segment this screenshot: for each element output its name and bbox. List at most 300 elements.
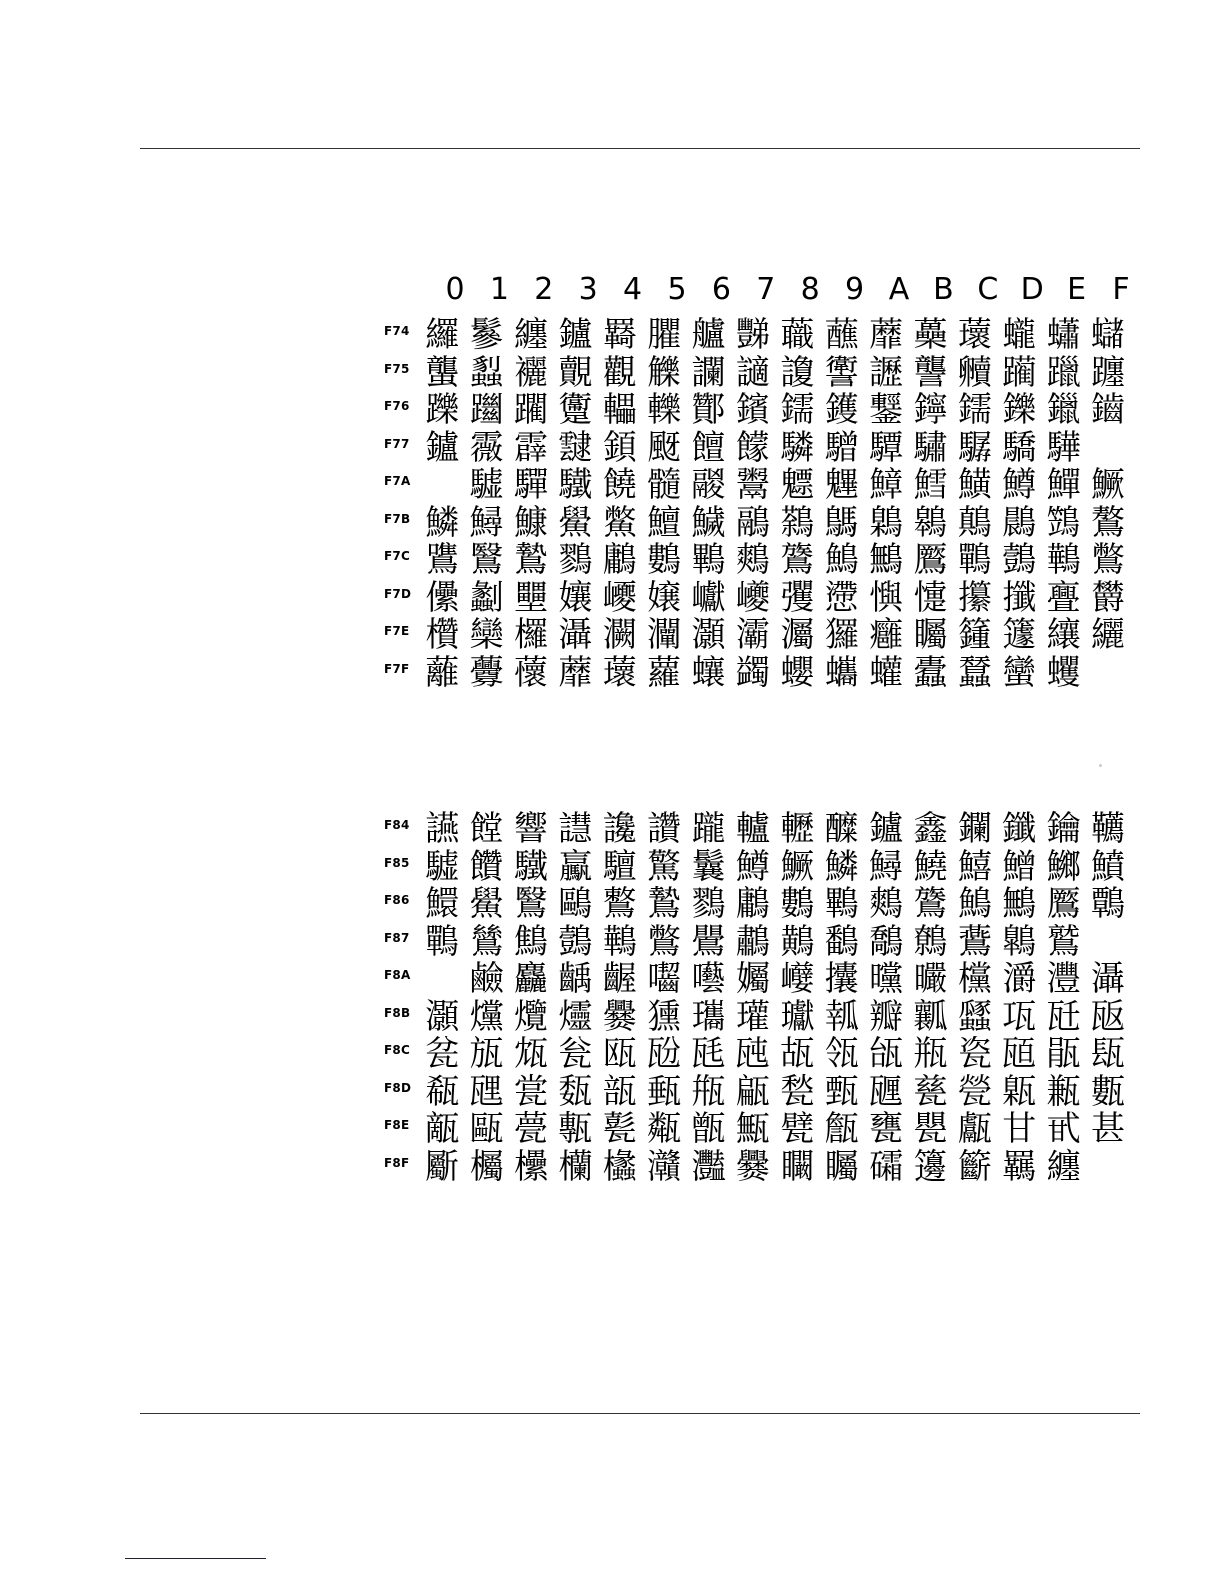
glyph-cell: 纏 <box>1046 1146 1081 1187</box>
row-code-label: F8C <box>384 1043 410 1057</box>
glyph-cell: 甔 <box>824 1109 859 1149</box>
row-glyphs <box>420 885 1130 923</box>
column-header-label: F <box>1112 272 1130 307</box>
glyph-cell: 瓳 <box>780 1034 815 1074</box>
glyph-cell: 鱝 <box>1091 846 1126 887</box>
glyph-cell: 欘 <box>469 1146 504 1187</box>
glyph-cell: 蘵 <box>780 315 815 355</box>
glyph-cell: 鷜 <box>780 884 815 924</box>
glyph-cell: 讕 <box>691 352 726 393</box>
row-code-label: F74 <box>384 324 410 338</box>
glyph-cell: 斸 <box>425 1146 460 1187</box>
glyph-cell: 驌 <box>913 427 948 468</box>
glyph-cell: 驉 <box>469 465 504 505</box>
glyph-cell: 瓯 <box>602 1034 637 1074</box>
glyph-cell: 鷩 <box>647 921 682 962</box>
glyph-cell: 灍 <box>602 615 637 655</box>
row-code-label: F7B <box>384 511 411 526</box>
glyph-cell: 瓼 <box>469 1071 504 1112</box>
glyph-cell: 驔 <box>869 427 904 468</box>
glyph-cell: 鑐 <box>957 390 992 430</box>
glyph-cell: 讂 <box>780 352 815 393</box>
row-glyphs <box>420 923 1130 961</box>
glyph-cell: 瓹 <box>1046 1034 1081 1074</box>
glyph-cell: 驖 <box>558 465 593 505</box>
glyph-cell: 鷨 <box>1046 540 1081 580</box>
glyph-cell: 髓 <box>647 465 682 505</box>
glyph-cell: 羈 <box>1002 1146 1037 1187</box>
glyph-cell: 驙 <box>602 846 637 887</box>
glyph-cell: 纏 <box>513 315 548 355</box>
glyph-cell: 讒 <box>602 809 637 849</box>
glyph-cell: 贕 <box>957 352 992 393</box>
glyph-cell: 鷋 <box>780 502 815 543</box>
column-header-label: B <box>933 272 954 307</box>
glyph-cell: 鷞 <box>735 540 770 580</box>
glyph-cell: 瓨 <box>1002 996 1037 1037</box>
column-header-label: 6 <box>711 272 731 307</box>
code-row <box>380 1073 1140 1111</box>
glyph-cell: 瓶 <box>913 1034 948 1074</box>
glyph-cell: 纙 <box>425 315 460 355</box>
glyph-cell: 灄 <box>1091 959 1126 999</box>
glyph-cell: 曮 <box>913 959 948 999</box>
glyph-cell: 瓪 <box>1091 996 1126 1037</box>
glyph-cell: 瓲 <box>735 1034 770 1074</box>
glyph-cell: 驊 <box>1046 427 1081 468</box>
row-code-label: F7D <box>384 586 412 601</box>
row-code-label: F7E <box>384 624 410 638</box>
glyph-cell: 欗 <box>558 1146 593 1187</box>
code-row <box>380 429 1140 467</box>
glyph-cell <box>420 960 464 998</box>
glyph-cell: 齲 <box>558 959 593 999</box>
row-glyphs <box>420 1073 1130 1111</box>
column-header-label: 3 <box>578 272 598 307</box>
glyph-cell: 蘼 <box>558 652 593 693</box>
glyph-cell: 瓸 <box>1002 1034 1037 1074</box>
glyph-cell: 鷝 <box>691 540 726 580</box>
glyph-cell: 饛 <box>735 427 770 468</box>
glyph-cell: 蠪 <box>425 352 460 393</box>
code-row <box>380 391 1140 429</box>
glyph-cell: 曭 <box>869 959 904 999</box>
glyph-cell: 鑐 <box>780 390 815 430</box>
glyph-cell: 鷥 <box>469 921 504 962</box>
glyph-cell: 鬷 <box>691 465 726 505</box>
glyph-cell: 轣 <box>780 809 815 849</box>
glyph-cell: 麤 <box>513 959 548 999</box>
code-row <box>380 579 1140 617</box>
glyph-cell: 鱈 <box>913 465 948 505</box>
glyph-cell: 魓 <box>824 465 859 505</box>
glyph-cell: 瓭 <box>513 1034 548 1074</box>
row-glyphs <box>420 998 1130 1036</box>
glyph-cell: 灝 <box>691 615 726 655</box>
glyph-cell: 甓 <box>780 1109 815 1149</box>
glyph-cell: 癰 <box>869 615 904 655</box>
glyph-cell: 鷧 <box>1002 540 1037 580</box>
glyph-cell: 甉 <box>1046 1071 1081 1112</box>
glyph-cell: 瓵 <box>869 1034 904 1074</box>
glyph-cell: 爧 <box>558 996 593 1037</box>
glyph-cell: 懥 <box>913 577 948 618</box>
row-glyphs <box>420 466 1130 504</box>
glyph-cell: 鱓 <box>1046 465 1081 505</box>
code-row <box>380 616 1140 654</box>
glyph-cell: 甏 <box>602 1109 637 1149</box>
glyph-cell: 灄 <box>558 615 593 655</box>
glyph-cell: 蠻 <box>1002 652 1037 693</box>
glyph-cell: 瓰 <box>647 1034 682 1074</box>
glyph-cell: 鷑 <box>1046 502 1081 543</box>
glyph-cell: 霹 <box>513 427 548 468</box>
glyph-cell: 驒 <box>513 465 548 505</box>
glyph-cell: 瓣 <box>869 996 904 1037</box>
glyph-cell: 驚 <box>647 846 682 887</box>
glyph-cell: 蘾 <box>602 652 637 693</box>
column-header-label: 0 <box>445 272 465 307</box>
code-row <box>380 466 1140 504</box>
glyph-cell: 籧 <box>1002 615 1037 655</box>
code-row <box>380 960 1140 998</box>
glyph-cell: 鱑 <box>957 465 992 505</box>
glyph-cell: 巕 <box>780 959 815 999</box>
glyph-cell: 瓘 <box>735 996 770 1037</box>
glyph-cell: 豒 <box>735 315 770 355</box>
glyph-cell: 鷗 <box>558 884 593 924</box>
glyph-cell: 鷖 <box>513 884 548 924</box>
glyph-cell: 驏 <box>957 427 992 468</box>
glyph-cell: 羇 <box>602 315 637 355</box>
glyph-cell: 鱇 <box>513 502 548 543</box>
glyph-cell: 懙 <box>869 577 904 618</box>
glyph-cell: 灩 <box>691 1146 726 1187</box>
column-header-label: 8 <box>800 272 820 307</box>
glyph-cell: 巎 <box>602 577 637 618</box>
row-code-label: F86 <box>384 893 410 907</box>
glyph-cell: 甚 <box>1091 1109 1126 1149</box>
glyph-cell: 鱞 <box>425 884 460 924</box>
glyph-cell: 虋 <box>469 652 504 693</box>
glyph-cell: 鱟 <box>558 502 593 543</box>
glyph-cell: 鷤 <box>957 540 992 580</box>
glyph-cell: 饄 <box>469 809 504 849</box>
glyph-cell: 鑊 <box>824 390 859 430</box>
glyph-cell: 蘸 <box>824 315 859 355</box>
glyph-cell: 蘹 <box>513 652 548 693</box>
glyph-cell: 鷌 <box>824 502 859 543</box>
glyph-cell: 瓽 <box>513 1071 548 1112</box>
glyph-cell: 灝 <box>425 996 460 1037</box>
row-glyphs <box>420 810 1130 848</box>
glyph-cell: 躒 <box>425 390 460 430</box>
glyph-cell: 鷜 <box>647 540 682 580</box>
column-header-label: 4 <box>623 272 643 307</box>
glyph-cell <box>1086 654 1130 692</box>
column-header-label: 7 <box>756 272 776 307</box>
glyph-cell: 鱥 <box>691 502 726 543</box>
glyph-cell: 讈 <box>869 352 904 393</box>
glyph-cell: 欓 <box>957 959 992 999</box>
glyph-cell: 瓫 <box>425 1034 460 1074</box>
glyph-cell: 孃 <box>558 577 593 618</box>
glyph-cell: 轢 <box>647 390 682 430</box>
glyph-cell: 欝 <box>1091 577 1126 618</box>
glyph-cell: 鷤 <box>425 921 460 962</box>
glyph-cell: 覿 <box>558 352 593 393</box>
glyph-cell: 鱉 <box>602 502 637 543</box>
row-glyphs <box>420 316 1130 354</box>
column-header-label: 9 <box>845 272 865 307</box>
glyph-cell: 鷚 <box>558 540 593 580</box>
glyph-cell: 鷊 <box>735 502 770 543</box>
glyph-cell <box>1086 429 1130 467</box>
row-glyphs <box>420 1148 1130 1186</box>
glyph-cell: 鷢 <box>1046 884 1081 924</box>
glyph-cell: 攥 <box>957 577 992 618</box>
glyph-cell: 酇 <box>691 390 726 430</box>
glyph-cell: 甈 <box>1002 1071 1037 1112</box>
glyph-cell: 鷭 <box>824 921 859 962</box>
glyph-cell: 韉 <box>1091 809 1126 849</box>
glyph-cell: 鱛 <box>1002 846 1037 887</box>
glyph-cell: 艫 <box>691 315 726 355</box>
glyph-cell: 鱣 <box>647 502 682 543</box>
glyph-cell: 鑯 <box>1002 809 1037 849</box>
code-row <box>380 504 1140 542</box>
glyph-cell: 蠲 <box>735 652 770 693</box>
glyph-cell: 鱘 <box>469 502 504 543</box>
header-rule <box>140 148 1140 149</box>
glyph-cell: 驉 <box>425 846 460 887</box>
glyph-cell: 鱆 <box>869 465 904 505</box>
code-row <box>380 848 1140 886</box>
glyph-cell: 瓬 <box>469 1034 504 1074</box>
glyph-cell: 矙 <box>780 1146 815 1187</box>
row-glyphs <box>420 541 1130 579</box>
glyph-cell: 饡 <box>469 846 504 887</box>
glyph-cell <box>420 466 464 504</box>
glyph-cell: 甂 <box>735 1071 770 1112</box>
glyph-cell: 欑 <box>425 615 460 655</box>
code-row <box>380 998 1140 1036</box>
glyph-cell: 鑏 <box>913 390 948 430</box>
column-header-label: 1 <box>489 272 509 307</box>
glyph-cell: 甎 <box>558 1109 593 1149</box>
glyph-cell: 攮 <box>824 959 859 999</box>
column-header-label: 2 <box>534 272 554 307</box>
row-code-label: F7F <box>384 661 410 676</box>
glyph-cell: 鷛 <box>602 540 637 580</box>
row-code-label: F7A <box>384 474 411 488</box>
row-code-label: F8B <box>384 1005 411 1020</box>
glyph-cell: 瓱 <box>691 1034 726 1074</box>
glyph-cell: 鷐 <box>1002 502 1037 543</box>
glyph-cell: 纚 <box>1091 615 1126 655</box>
glyph-cell: 鷝 <box>824 884 859 924</box>
glyph-cell: 譿 <box>558 809 593 849</box>
glyph-cell: 鷙 <box>647 884 682 924</box>
glyph-cell: 鱗 <box>824 846 859 887</box>
glyph-cell: 鑰 <box>1046 809 1081 849</box>
glyph-cell: 鷛 <box>735 884 770 924</box>
glyph-cell: 魒 <box>780 465 815 505</box>
glyph-cell: 蠳 <box>780 652 815 693</box>
glyph-cell: 襹 <box>513 352 548 393</box>
glyph-cell: 爦 <box>513 996 548 1037</box>
glyph-cell: 甄 <box>824 1071 859 1112</box>
glyph-cell: 鷢 <box>913 540 948 580</box>
glyph-cell: 籦 <box>957 615 992 655</box>
glyph-cell: 鱙 <box>913 846 948 887</box>
glyph-cell: 鷧 <box>558 921 593 962</box>
glyph-cell: 蠼 <box>1046 652 1081 693</box>
glyph-cell: 鷣 <box>1091 884 1126 924</box>
glyph-cell: 躔 <box>1091 352 1126 393</box>
glyph-cell: 囓 <box>647 959 682 999</box>
glyph-cell: 蠩 <box>1091 315 1126 355</box>
glyph-cell: 灃 <box>1046 959 1081 999</box>
glyph-cell: 矚 <box>913 615 948 655</box>
glyph-cell: 鱖 <box>1091 465 1126 505</box>
glyph-cell: 蘼 <box>869 315 904 355</box>
glyph-cell: 玀 <box>824 615 859 655</box>
glyph-cell: 鑭 <box>957 809 992 849</box>
code-block-f7 <box>380 316 1140 691</box>
glyph-cell: 甙 <box>1046 1109 1081 1149</box>
glyph-cell: 纕 <box>1046 615 1081 655</box>
glyph-cell: 鱒 <box>1002 465 1037 505</box>
row-code-label: F8A <box>384 968 411 982</box>
glyph-cell: 鑫 <box>913 809 948 849</box>
glyph-cell: 蘿 <box>647 652 682 693</box>
glyph-cell: 鷫 <box>735 921 770 962</box>
glyph-cell: 巘 <box>691 577 726 618</box>
glyph-cell: 齷 <box>602 959 637 999</box>
glyph-cell: 鑪 <box>869 809 904 849</box>
glyph-cell: 甍 <box>513 1109 548 1149</box>
glyph-cell: 甘 <box>1002 1109 1037 1149</box>
glyph-cell: 鷩 <box>1091 540 1126 580</box>
row-code-label: F87 <box>384 930 410 945</box>
code-row <box>380 316 1140 354</box>
glyph-cell: 臞 <box>647 315 682 355</box>
glyph-cell: 鱟 <box>469 884 504 924</box>
glyph-cell: 讁 <box>735 352 770 393</box>
glyph-cell: 爣 <box>469 996 504 1037</box>
glyph-cell: 鷬 <box>780 921 815 962</box>
row-glyphs <box>420 579 1130 617</box>
footnote-rule <box>125 1558 266 1559</box>
glyph-cell: 囈 <box>691 959 726 999</box>
glyph-cell: 鷏 <box>957 502 992 543</box>
glyph-cell: 甁 <box>691 1071 726 1112</box>
glyph-cell: 欚 <box>602 1146 637 1187</box>
row-code-label: F8D <box>384 1080 412 1095</box>
glyph-cell: 欙 <box>513 1146 548 1187</box>
glyph-cell: 饒 <box>602 465 637 505</box>
glyph-cell: 蠨 <box>1046 315 1081 355</box>
glyph-cell: 躖 <box>469 390 504 430</box>
column-header-label: 5 <box>667 272 687 307</box>
glyph-cell: 鬤 <box>691 846 726 887</box>
code-block-f8 <box>380 810 1140 1185</box>
glyph-cell: 驕 <box>1002 427 1037 468</box>
glyph-cell: 甋 <box>425 1109 460 1149</box>
column-header-label: C <box>977 272 999 307</box>
glyph-cell: 鹼 <box>469 959 504 999</box>
row-glyphs <box>420 616 1130 654</box>
code-row <box>380 1148 1140 1186</box>
glyph-cell: 鷨 <box>602 921 637 962</box>
row-code-label: F84 <box>384 818 410 832</box>
row-code-label: F77 <box>384 436 410 451</box>
glyph-cell: 鑡 <box>1091 390 1126 430</box>
glyph-cell: 蠵 <box>824 652 859 693</box>
glyph-cell: 蠺 <box>957 652 992 693</box>
footer-rule <box>140 1413 1140 1414</box>
glyph-cell: 嬢 <box>647 577 682 618</box>
glyph-cell: 驓 <box>824 427 859 468</box>
glyph-cell: 蠬 <box>1002 315 1037 355</box>
glyph-cell: 鷞 <box>869 884 904 924</box>
glyph-cell: 蠹 <box>913 652 948 693</box>
glyph-cell: 鷱 <box>1002 921 1037 962</box>
row-glyphs <box>420 429 1130 467</box>
glyph-cell: 灟 <box>780 615 815 655</box>
row-glyphs <box>420 1110 1130 1148</box>
code-row <box>380 885 1140 923</box>
glyph-cell: 瓩 <box>1046 996 1081 1037</box>
row-code-label: F8F <box>384 1155 410 1170</box>
glyph-cell: 籪 <box>957 1146 992 1187</box>
glyph-cell: 醾 <box>824 809 859 849</box>
glyph-cell: 瓷 <box>957 1034 992 1074</box>
row-code-label: F7C <box>384 549 410 563</box>
code-row <box>380 1035 1140 1073</box>
glyph-cell: 瓻 <box>425 1071 460 1112</box>
glyph-cell: 蠰 <box>691 652 726 693</box>
glyph-cell: 鷠 <box>824 540 859 580</box>
glyph-cell: 瓗 <box>691 996 726 1037</box>
glyph-cell: 鷪 <box>691 921 726 962</box>
glyph-cell: 灛 <box>647 615 682 655</box>
glyph-cell: 灨 <box>647 1146 682 1187</box>
glyph-cell: 甃 <box>780 1071 815 1112</box>
row-glyphs <box>420 960 1130 998</box>
glyph-cell: 欒 <box>469 615 504 655</box>
glyph-cell: 蘺 <box>425 652 460 693</box>
glyph-cell: 灞 <box>735 615 770 655</box>
row-glyphs <box>420 354 1130 392</box>
glyph-cell: 瓛 <box>780 996 815 1037</box>
glyph-cell: 甒 <box>735 1109 770 1149</box>
glyph-cell: 爨 <box>602 996 637 1037</box>
glyph-cell: 鷔 <box>1091 502 1126 543</box>
glyph-cell: 讋 <box>913 352 948 393</box>
glyph-cell: 鬖 <box>469 315 504 355</box>
glyph-cell: 鷡 <box>1002 884 1037 924</box>
glyph-cell: 甀 <box>647 1071 682 1112</box>
glyph-cell: 鱒 <box>735 846 770 887</box>
glyph-cell: 鷍 <box>869 502 904 543</box>
glyph-cell: 攕 <box>1002 577 1037 618</box>
glyph-cell: 驎 <box>780 427 815 468</box>
row-glyphs <box>420 848 1130 886</box>
glyph-cell: 躏 <box>1002 352 1037 393</box>
glyph-cell: 劙 <box>469 577 504 618</box>
